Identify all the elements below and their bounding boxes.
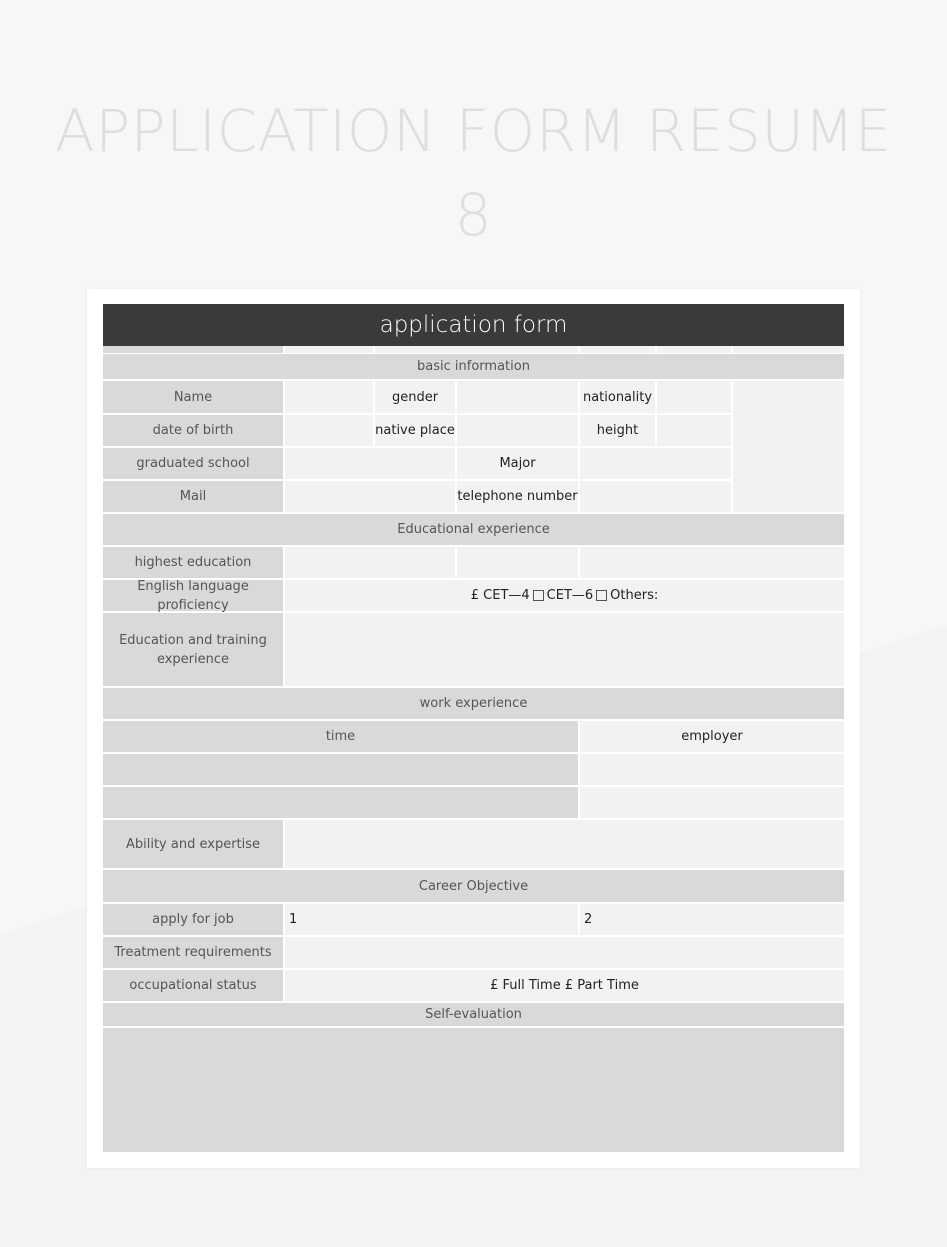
checkbox-others[interactable] xyxy=(596,590,607,601)
label-highest-education: highest education xyxy=(103,547,283,578)
work-time-input[interactable] xyxy=(103,754,578,785)
photo-box[interactable] xyxy=(733,381,844,512)
highest-education-input-3[interactable] xyxy=(580,547,844,578)
self-evaluation-input[interactable] xyxy=(103,1028,844,1152)
date-of-birth-input[interactable] xyxy=(285,415,373,446)
stub-cell xyxy=(375,346,578,353)
height-input[interactable] xyxy=(657,415,731,446)
job-choice-2[interactable]: 2 xyxy=(580,904,844,935)
form-header: application form xyxy=(103,304,844,346)
option-cet4[interactable]: £ CET—4 xyxy=(470,588,530,603)
highest-education-input[interactable] xyxy=(285,547,455,578)
label-major: Major xyxy=(457,448,578,479)
page-title: APPLICATION FORM RESUME xyxy=(55,97,892,165)
option-others[interactable]: Others: xyxy=(610,588,659,603)
major-input[interactable] xyxy=(580,448,731,479)
column-time: time xyxy=(103,721,578,752)
name-input[interactable] xyxy=(285,381,373,413)
english-proficiency-options xyxy=(285,580,844,611)
label-telephone-number: telephone number xyxy=(457,481,578,512)
label-native-place: native place xyxy=(375,415,455,446)
telephone-input[interactable] xyxy=(580,481,731,512)
occupational-status-options[interactable]: £ Full Time £ Part Time xyxy=(285,970,844,1001)
treatment-requirements-input[interactable] xyxy=(285,937,844,968)
label-ability-expertise: Ability and expertise xyxy=(103,820,283,868)
checkbox-cet6[interactable] xyxy=(533,590,544,601)
label-english-proficiency: English language proficiency xyxy=(103,580,283,611)
section-basic-information: basic information xyxy=(103,354,844,379)
stub-cell xyxy=(285,346,373,353)
label-treatment-requirements: Treatment requirements xyxy=(103,937,283,968)
label-occupational-status: occupational status xyxy=(103,970,283,1001)
label-gender: gender xyxy=(375,381,455,413)
option-cet6[interactable]: CET—6 xyxy=(546,588,594,603)
stub-cell xyxy=(103,346,283,353)
label-date-of-birth: date of birth xyxy=(103,415,283,446)
application-form-table xyxy=(103,304,844,1152)
page-title-number: 8 xyxy=(454,181,493,249)
section-work-experience: work experience xyxy=(103,688,844,719)
section-self-evaluation: Self-evaluation xyxy=(103,1003,844,1026)
label-apply-for-job: apply for job xyxy=(103,904,283,935)
label-graduated-school: graduated school xyxy=(103,448,283,479)
education-training-input[interactable] xyxy=(285,613,844,686)
stub-cell xyxy=(733,346,844,353)
section-career-objective: Career Objective xyxy=(103,870,844,902)
stub-cell xyxy=(580,346,655,353)
work-time-input[interactable] xyxy=(103,787,578,818)
stub-cell xyxy=(657,346,731,353)
column-employer: employer xyxy=(580,721,844,752)
work-employer-input[interactable] xyxy=(580,754,844,785)
label-nationality: nationality xyxy=(580,381,655,413)
highest-education-input-2[interactable] xyxy=(457,547,578,578)
mail-input[interactable] xyxy=(285,481,455,512)
native-place-input[interactable] xyxy=(457,415,578,446)
nationality-input[interactable] xyxy=(657,381,731,413)
work-employer-input[interactable] xyxy=(580,787,844,818)
label-education-training: Education and training experience xyxy=(103,613,283,686)
section-educational-experience: Educational experience xyxy=(103,514,844,545)
label-height: height xyxy=(580,415,655,446)
label-mail: Mail xyxy=(103,481,283,512)
gender-input[interactable] xyxy=(457,381,578,413)
label-name: Name xyxy=(103,381,283,413)
graduated-school-input[interactable] xyxy=(285,448,455,479)
job-choice-1[interactable]: 1 xyxy=(285,904,578,935)
ability-expertise-input[interactable] xyxy=(285,820,844,868)
